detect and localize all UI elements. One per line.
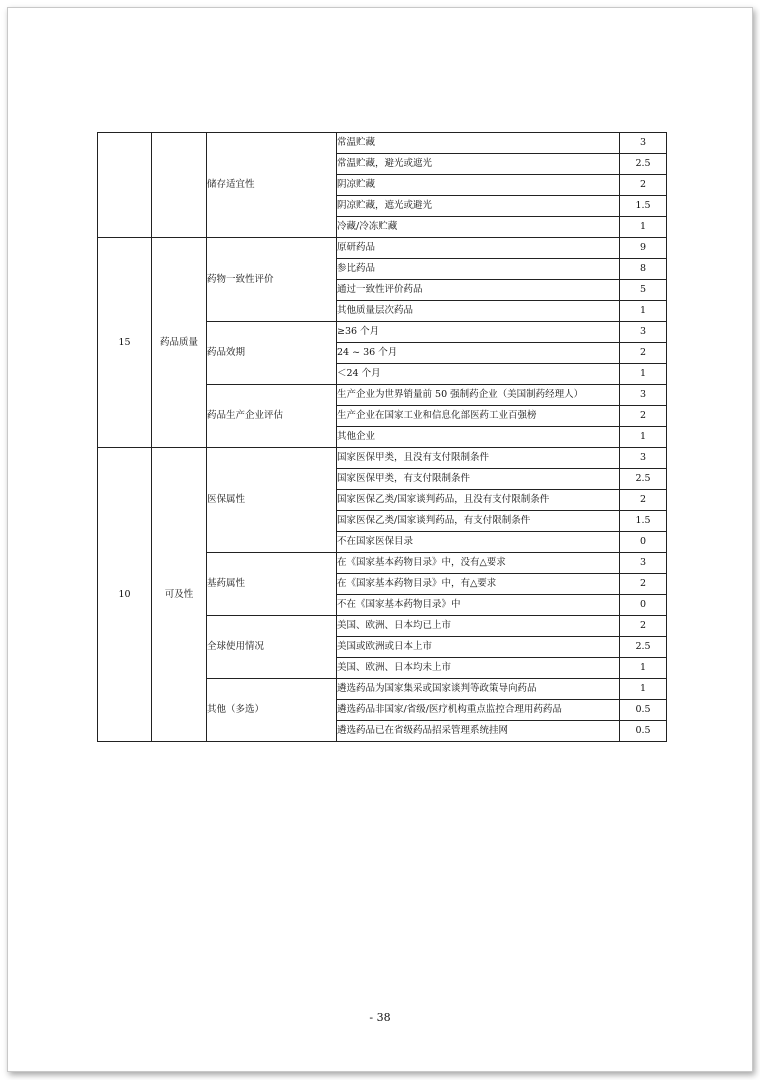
table-row: [98, 448, 667, 469]
criterion-cell: 生产企业为世界销量前 50 强制药企业（美国制药经理人）: [337, 385, 620, 406]
indicator-name: 药品生产企业评估: [207, 385, 337, 448]
criterion-cell: 不在《国家基本药物目录》中: [337, 595, 620, 616]
score-cell: 8: [620, 259, 667, 280]
score-cell: 0: [620, 595, 667, 616]
criterion-cell: 生产企业在国家工业和信息化部医药工业百强榜: [337, 406, 620, 427]
criterion-cell: 国家医保乙类/国家谈判药品，有支付限制条件: [337, 511, 620, 532]
score-cell: 1.5: [620, 196, 667, 217]
dimension-weight: [98, 133, 152, 238]
indicator-name: 其他（多选）: [207, 679, 337, 742]
score-cell: 2: [620, 490, 667, 511]
dimension-name: [152, 133, 207, 238]
criterion-cell: 国家医保甲类，有支付限制条件: [337, 469, 620, 490]
score-cell: 1: [620, 427, 667, 448]
criterion-cell: 遴选药品非国家/省级/医疗机构重点监控合理用药药品: [337, 700, 620, 721]
score-cell: 3: [620, 322, 667, 343]
criterion-cell: 美国、欧洲、日本均未上市: [337, 658, 620, 679]
indicator-name: 医保属性: [207, 448, 337, 553]
score-cell: 0.5: [620, 721, 667, 742]
criterion-cell: 美国、欧洲、日本均已上市: [337, 616, 620, 637]
score-cell: 1: [620, 217, 667, 238]
criterion-cell: 24 ~ 36 个月: [337, 343, 620, 364]
score-cell: 5: [620, 280, 667, 301]
criterion-cell: 遴选药品为国家集采或国家谈判等政策导向药品: [337, 679, 620, 700]
criterion-cell: 参比药品: [337, 259, 620, 280]
scoring-table: [97, 132, 667, 742]
indicator-name: 药品效期: [207, 322, 337, 385]
criterion-cell: 通过一致性评价药品: [337, 280, 620, 301]
criterion-cell: 国家医保乙类/国家谈判药品，且没有支付限制条件: [337, 490, 620, 511]
criterion-cell: 冷藏/冷冻贮藏: [337, 217, 620, 238]
dimension-name: 药品质量: [152, 238, 207, 448]
score-cell: 2.5: [620, 637, 667, 658]
indicator-name: 储存适宜性: [207, 133, 337, 238]
indicator-name: 基药属性: [207, 553, 337, 616]
score-cell: 1: [620, 658, 667, 679]
criterion-cell: 其他质量层次药品: [337, 301, 620, 322]
score-cell: 2.5: [620, 154, 667, 175]
score-cell: 9: [620, 238, 667, 259]
score-cell: 2.5: [620, 469, 667, 490]
score-cell: 1: [620, 301, 667, 322]
score-cell: 3: [620, 553, 667, 574]
criterion-cell: 阴凉贮藏: [337, 175, 620, 196]
dimension-weight: 10: [98, 448, 152, 742]
score-cell: 1.5: [620, 511, 667, 532]
page-number: - 38: [369, 1011, 391, 1024]
score-cell: 2: [620, 574, 667, 595]
indicator-name: 全球使用情况: [207, 616, 337, 679]
criterion-cell: ≥36 个月: [337, 322, 620, 343]
score-cell: 2: [620, 406, 667, 427]
score-cell: 0: [620, 532, 667, 553]
criterion-cell: 国家医保甲类，且没有支付限制条件: [337, 448, 620, 469]
criterion-cell: 原研药品: [337, 238, 620, 259]
criterion-cell: 在《国家基本药物目录》中，没有△要求: [337, 553, 620, 574]
score-cell: 3: [620, 448, 667, 469]
criterion-cell: 遴选药品已在省级药品招采管理系统挂网: [337, 721, 620, 742]
score-cell: 1: [620, 364, 667, 385]
criterion-cell: ＜24 个月: [337, 364, 620, 385]
criterion-cell: 美国或欧洲或日本上市: [337, 637, 620, 658]
criterion-cell: 不在国家医保目录: [337, 532, 620, 553]
score-cell: 0.5: [620, 700, 667, 721]
indicator-name: 药物一致性评价: [207, 238, 337, 322]
criterion-cell: 常温贮藏: [337, 133, 620, 154]
score-cell: 3: [620, 385, 667, 406]
score-cell: 1: [620, 679, 667, 700]
document-page: [7, 7, 753, 1072]
score-cell: 2: [620, 343, 667, 364]
criterion-cell: 其他企业: [337, 427, 620, 448]
dimension-weight: 15: [98, 238, 152, 448]
score-cell: 2: [620, 175, 667, 196]
criterion-cell: 常温贮藏，避光或遮光: [337, 154, 620, 175]
score-cell: 2: [620, 616, 667, 637]
dimension-name: 可及性: [152, 448, 207, 742]
table-row: [98, 238, 667, 259]
score-cell: 3: [620, 133, 667, 154]
criterion-cell: 阴凉贮藏，遮光或避光: [337, 196, 620, 217]
table-row: [98, 133, 667, 154]
criterion-cell: 在《国家基本药物目录》中，有△要求: [337, 574, 620, 595]
